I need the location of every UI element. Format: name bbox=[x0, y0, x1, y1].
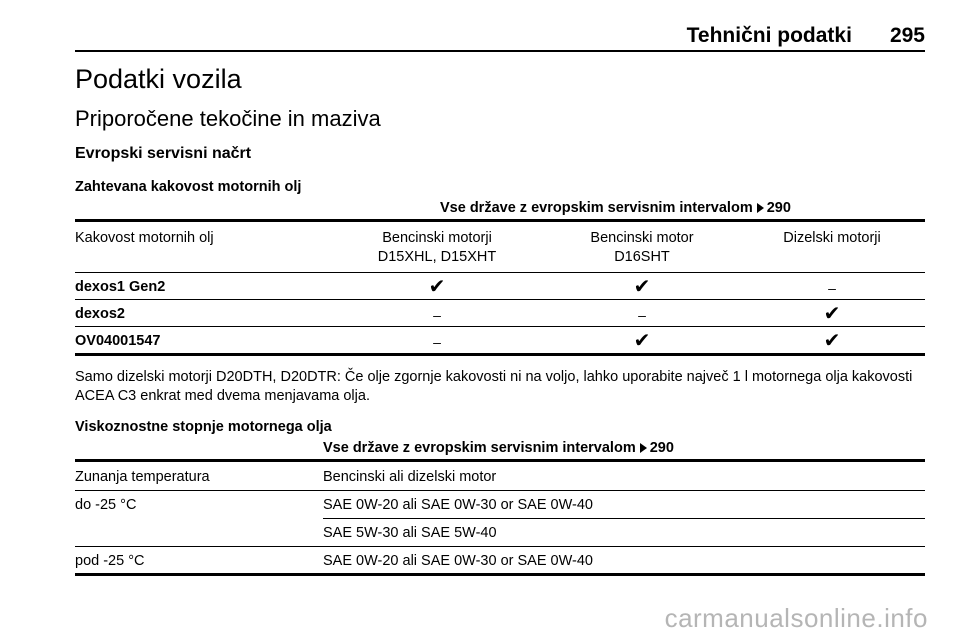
table-row-grade: SAE 5W-30 ali SAE 5W-40 bbox=[323, 525, 497, 541]
check-icon: ✔ bbox=[633, 330, 651, 352]
table1-header-col1: Kakovost motornih olj bbox=[75, 230, 214, 246]
heading-vehicle-data: Podatki vozila bbox=[75, 64, 242, 94]
table1-caption bbox=[440, 200, 791, 216]
section-title: Tehnični podatki bbox=[686, 24, 852, 47]
table2-header-col2: Bencinski ali dizelski motor bbox=[323, 469, 497, 485]
table1-bottom-rule bbox=[75, 353, 925, 356]
table2-bottom-rule bbox=[75, 573, 925, 576]
table-row-rule bbox=[75, 299, 925, 300]
table-row-temp: pod -25 °C bbox=[75, 553, 145, 569]
heading-service-plan: Evropski servisni načrt bbox=[75, 145, 252, 162]
page-arrow-icon bbox=[640, 443, 647, 453]
diesel-oil-note: Samo dizelski motorji D20DTH, D20DTR: Če olje zgornje kakovosti ni na voljo, lahko uporabite največ 1 l motornega olja kakovosti ACEA C3 enkrat med dvema menjavama olja. bbox=[75, 369, 913, 404]
table2-subtitle: Viskoznostne stopnje motornega olja bbox=[75, 419, 332, 435]
table-row-grade: SAE 0W-20 ali SAE 0W-30 or SAE 0W-40 bbox=[323, 497, 593, 513]
table1-header-col2: Bencinski motorji D15XHL, D15XHT bbox=[377, 230, 497, 265]
table1-caption-page[interactable]: 290 bbox=[766, 200, 791, 216]
table-row-rule bbox=[75, 326, 925, 327]
table2-header-col1: Zunanja temperatura bbox=[75, 469, 210, 485]
table-row-label: dexos1 Gen2 bbox=[75, 279, 166, 295]
page-header bbox=[75, 24, 925, 48]
heading-fluids: Priporočene tekočine in maziva bbox=[75, 106, 381, 131]
page-number: 295 bbox=[889, 24, 925, 47]
table2-top-rule bbox=[75, 459, 925, 462]
table1-header-col4: Dizelski motorji bbox=[783, 230, 881, 246]
table-row-label: OV04001547 bbox=[75, 333, 161, 349]
table1-header-col3: Bencinski motor D16SHT bbox=[590, 230, 694, 265]
table1-subtitle: Zahtevana kakovost motornih olj bbox=[75, 179, 302, 195]
table1-caption-text: Vse države z evropskim servisnim intervalom bbox=[440, 200, 753, 216]
table-row-rule bbox=[75, 546, 925, 547]
check-icon: ✔ bbox=[633, 276, 651, 298]
table1-top-rule bbox=[75, 219, 925, 222]
table2-caption-text: Vse države z evropskim servisnim intervalom bbox=[323, 440, 636, 456]
check-icon: ✔ bbox=[428, 276, 446, 298]
table2-caption bbox=[323, 440, 674, 456]
dash-icon: – bbox=[828, 280, 836, 296]
page-arrow-icon bbox=[757, 203, 764, 213]
table-row-rule bbox=[323, 518, 925, 519]
dash-icon: – bbox=[433, 307, 441, 323]
watermark: carmanualsonline.info bbox=[664, 603, 928, 633]
table2-caption-page[interactable]: 290 bbox=[649, 440, 674, 456]
dash-icon: – bbox=[638, 307, 646, 323]
header-rule bbox=[75, 50, 925, 52]
dash-icon: – bbox=[433, 334, 441, 350]
table2-header-rule bbox=[75, 490, 925, 491]
table-row-label: dexos2 bbox=[75, 306, 125, 322]
check-icon: ✔ bbox=[823, 303, 841, 325]
table1-header-rule bbox=[75, 272, 925, 273]
table-row-grade: SAE 0W-20 ali SAE 0W-30 or SAE 0W-40 bbox=[323, 553, 593, 569]
table-row-temp: do -25 °C bbox=[75, 497, 137, 513]
check-icon: ✔ bbox=[823, 330, 841, 352]
